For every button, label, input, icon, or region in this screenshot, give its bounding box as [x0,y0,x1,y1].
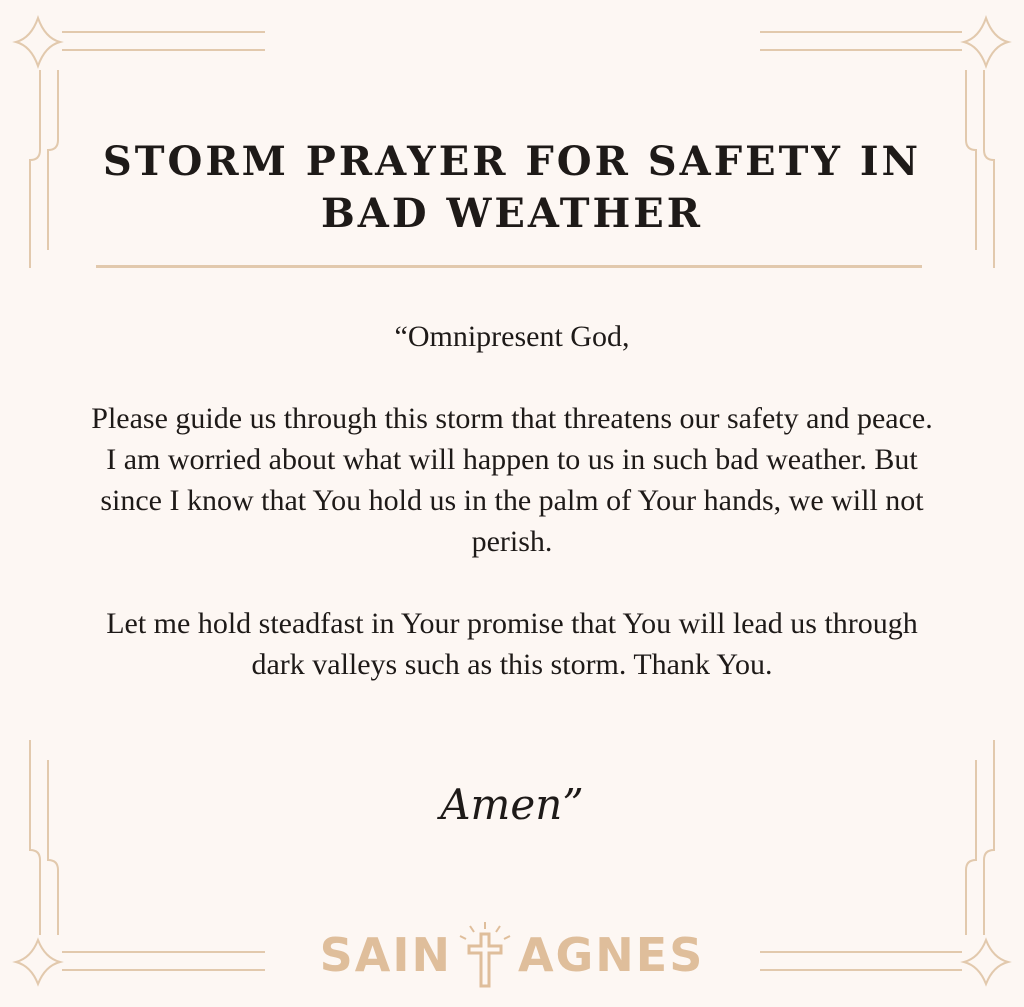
prayer-paragraph-1: Please guide us through this storm that threatens our safety and peace. I am worried about what will happen to us in such bad weather. But since I know that You hold us in the palm of Your hands, we will not perish. [91,402,933,558]
page-title: STORM PRAYER FOR SAFETY IN BAD WEATHER [102,138,922,237]
cross-icon [456,920,514,990]
brand-right-text: AGNES [517,928,705,982]
title-divider [96,265,922,268]
prayer-opening: “Omnipresent God, [394,320,630,353]
brand-left-text: SAIN [319,928,452,982]
prayer-body [90,316,934,726]
prayer-paragraph-2: Let me hold steadfast in Your promise that You will lead us through dark valleys such as this storm. Thank You. [106,607,918,681]
prayer-closing: Amen” [440,780,584,829]
brand-logo [0,920,1024,990]
